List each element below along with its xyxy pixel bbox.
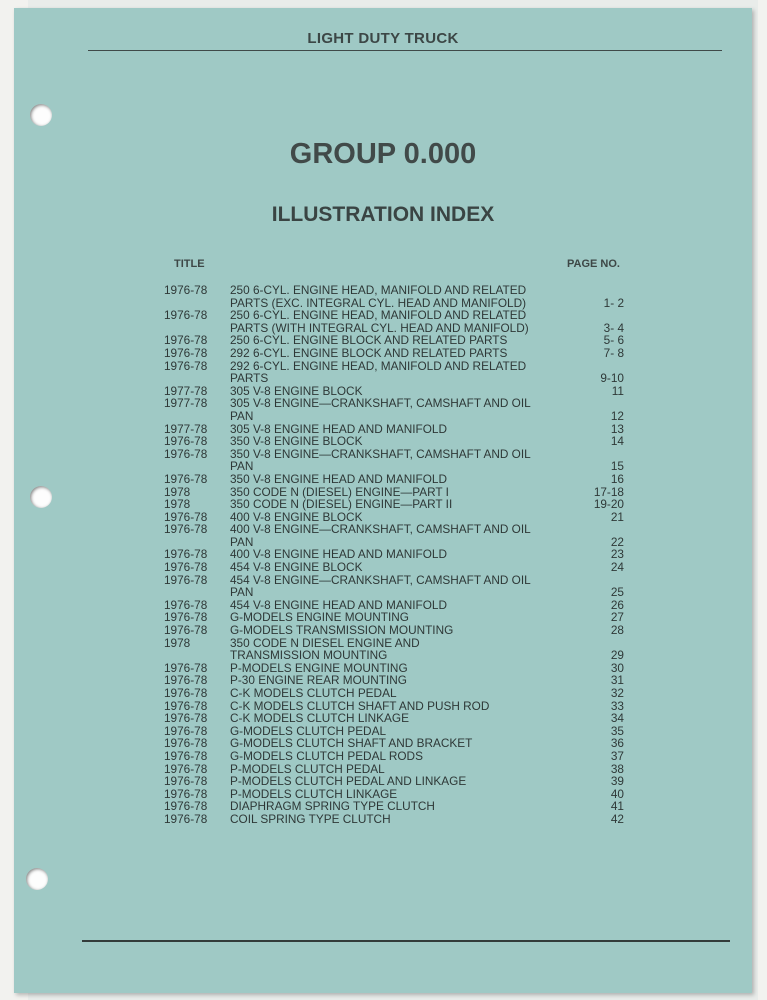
entry-title-line: P-MODELS ENGINE MOUNTING: [230, 660, 408, 675]
index-heading: ILLUSTRATION INDEX: [271, 203, 495, 226]
entry-page-number: 21: [610, 509, 624, 524]
entry-title-line: PAN: [230, 585, 254, 600]
index-entry: [164, 624, 624, 637]
footer-rule: [82, 940, 730, 942]
entry-title: [230, 687, 578, 700]
index-entry: [164, 473, 624, 486]
entry-title-line: 250 6-CYL. ENGINE BLOCK AND RELATED PARTS: [230, 333, 508, 348]
entry-title: [230, 637, 578, 662]
entry-title-line: PAN: [230, 459, 254, 474]
entry-page-number: 41: [610, 799, 624, 814]
entry-title: [230, 561, 578, 574]
entry-year: 1976-78: [164, 686, 208, 700]
entry-title-line: G-MODELS TRANSMISSION MOUNTING: [230, 623, 454, 638]
entry-title-line: DIAPHRAGM SPRING TYPE CLUTCH: [230, 799, 435, 814]
entry-title-line: C-K MODELS CLUTCH SHAFT AND PUSH ROD: [230, 698, 490, 713]
entry-page-number: 11: [611, 383, 624, 398]
entry-year: 1977-78: [164, 421, 208, 436]
entry-year: 1976-78: [164, 597, 208, 612]
entry-year: 1977-78: [164, 396, 208, 411]
entry-page-number: 19-20: [593, 497, 624, 512]
entry-title: [230, 750, 578, 763]
entry-year: 1976-78: [164, 283, 208, 297]
entry-page-number: 24: [610, 560, 624, 575]
entry-title: [230, 309, 578, 334]
entry-title: [230, 435, 578, 448]
entry-title-line: PARTS: [230, 371, 269, 386]
entry-title: [230, 574, 578, 599]
entry-title: [230, 712, 578, 725]
entry-year: 1976-78: [164, 358, 208, 373]
entry-page-number: 5- 6: [603, 333, 624, 348]
entry-title: [230, 397, 578, 422]
index-entry: [164, 775, 624, 788]
entry-page-number: 32: [610, 686, 624, 700]
entry-page-number: 1- 2: [603, 295, 624, 310]
entry-title-line: 292 6-CYL. ENGINE HEAD, MANIFOLD AND RELATED: [230, 358, 527, 373]
entry-year: 1978: [164, 484, 191, 499]
entry-page-number: 38: [610, 761, 624, 776]
entry-title-line: TRANSMISSION MOUNTING: [230, 648, 388, 663]
entry-year: 1978: [164, 635, 191, 650]
header-rule: [88, 50, 722, 51]
index-entry: [164, 637, 624, 662]
entry-title-line: P-30 ENGINE REAR MOUNTING: [230, 673, 407, 688]
entry-page-number: 27: [610, 610, 624, 625]
column-header-title: TITLE: [174, 258, 205, 270]
column-header-page: PAGE NO.: [567, 258, 620, 270]
entry-year: 1976-78: [164, 736, 208, 751]
entry-page-number: 12: [610, 408, 624, 423]
entry-title-line: G-MODELS ENGINE MOUNTING: [230, 610, 409, 625]
entry-title: [230, 284, 578, 309]
entry-year: 1976-78: [164, 623, 208, 638]
entry-year: 1976-78: [164, 761, 208, 776]
entry-page-number: 15: [610, 459, 624, 474]
index-entry: [164, 498, 624, 511]
entry-page-number: 9-10: [600, 371, 624, 386]
header-title: LIGHT DUTY TRUCK: [307, 30, 459, 47]
entry-year: 1976-78: [164, 786, 208, 801]
entry-year: 1976-78: [164, 673, 208, 688]
entry-title-line: P-MODELS CLUTCH PEDAL: [230, 761, 385, 776]
entry-title-line: 400 V-8 ENGINE BLOCK: [230, 509, 363, 524]
entry-year: 1976-78: [164, 434, 208, 449]
entry-year: 1976-78: [164, 509, 208, 524]
entry-page-number: 13: [610, 421, 624, 436]
entry-year: 1976-78: [164, 308, 208, 323]
entry-title-line: G-MODELS CLUTCH PEDAL: [230, 723, 387, 738]
entry-title: [230, 473, 578, 486]
entry-year: 1976-78: [164, 748, 208, 763]
entry-year: 1976-78: [164, 811, 208, 826]
entry-title-line: 305 V-8 ENGINE BLOCK: [230, 383, 363, 398]
index-entry: [164, 448, 624, 473]
entry-title-line: 400 V-8 ENGINE—CRANKSHAFT, CAMSHAFT AND OIL: [230, 522, 531, 537]
index-entry: [164, 523, 624, 548]
entry-title-line: G-MODELS CLUTCH PEDAL RODS: [230, 748, 423, 763]
entry-page-number: 34: [610, 711, 624, 726]
entry-year: 1976-78: [164, 660, 208, 675]
entry-title: [230, 360, 578, 385]
entry-page-number: 3- 4: [603, 320, 624, 335]
index-entry: [164, 397, 624, 422]
index-entry: [164, 561, 624, 574]
entry-page-number: 25: [610, 585, 624, 600]
entry-year: 1976-78: [164, 345, 208, 360]
entry-title-line: 305 V-8 ENGINE HEAD AND MANIFOLD: [230, 421, 447, 436]
entry-title-line: 292 6-CYL. ENGINE BLOCK AND RELATED PARTS: [230, 345, 508, 360]
entry-title-line: 350 V-8 ENGINE HEAD AND MANIFOLD: [230, 471, 447, 486]
entry-page-number: 39: [610, 774, 624, 789]
entry-year: 1976-78: [164, 610, 208, 625]
index-entry: [164, 347, 624, 360]
binder-hole-bottom: [26, 868, 48, 890]
entry-year: 1976-78: [164, 799, 208, 814]
entry-title-line: PAN: [230, 534, 254, 549]
entry-year: 1976-78: [164, 711, 208, 726]
entry-title-line: 350 V-8 ENGINE BLOCK: [230, 434, 363, 449]
entry-title-line: PARTS (EXC. INTEGRAL CYL. HEAD AND MANIFOLD): [230, 295, 527, 310]
entry-year: 1977-78: [164, 383, 208, 398]
entry-page-number: 16: [610, 471, 624, 486]
entry-page-number: 14: [610, 434, 624, 449]
entry-year: 1978: [164, 497, 191, 512]
entry-page-number: 36: [610, 736, 624, 751]
entry-page-number: 37: [610, 748, 624, 763]
entry-year: 1976-78: [164, 774, 208, 789]
entry-page-number: 22: [610, 534, 624, 549]
entry-title-line: 305 V-8 ENGINE—CRANKSHAFT, CAMSHAFT AND OIL: [230, 396, 531, 411]
index-entry: [164, 309, 624, 334]
binder-hole-top: [30, 104, 52, 126]
entry-page-number: 7- 8: [603, 345, 624, 360]
index-entry: [164, 687, 624, 700]
entry-year: 1976-78: [164, 333, 208, 348]
entry-page-number: 30: [610, 660, 624, 675]
entry-year: 1976-78: [164, 522, 208, 537]
entry-page-number: 40: [610, 786, 624, 801]
entry-title-line: 250 6-CYL. ENGINE HEAD, MANIFOLD AND RELATED: [230, 283, 527, 297]
index-entry: [164, 435, 624, 448]
entry-title-line: 350 CODE N (DIESEL) ENGINE—PART I: [230, 484, 449, 499]
entry-page-number: 35: [610, 723, 624, 738]
entry-title: [230, 775, 578, 788]
entry-title-line: PARTS (WITH INTEGRAL CYL. HEAD AND MANIFOLD): [230, 320, 529, 335]
entry-title-line: C-K MODELS CLUTCH LINKAGE: [230, 711, 409, 726]
entry-page-number: 28: [610, 623, 624, 638]
index-entry: [164, 284, 624, 309]
entry-title: [230, 813, 578, 826]
entry-title-line: G-MODELS CLUTCH SHAFT AND BRACKET: [230, 736, 473, 751]
index-entry: [164, 750, 624, 763]
entry-page-number: 33: [610, 698, 624, 713]
entry-title-line: 350 CODE N DIESEL ENGINE AND: [230, 635, 420, 650]
entry-title-line: 400 V-8 ENGINE HEAD AND MANIFOLD: [230, 547, 447, 562]
index-entry: [164, 712, 624, 725]
entry-year: 1976-78: [164, 572, 208, 587]
entry-title: [230, 523, 578, 548]
entry-title: [230, 498, 578, 511]
entry-title-line: P-MODELS CLUTCH LINKAGE: [230, 786, 398, 801]
entry-title-line: P-MODELS CLUTCH PEDAL AND LINKAGE: [230, 774, 467, 789]
entry-title-line: PAN: [230, 408, 254, 423]
binder-hole-middle: [30, 486, 52, 508]
entry-page-number: 29: [610, 648, 624, 663]
entry-title-line: 350 CODE N (DIESEL) ENGINE—PART II: [230, 497, 453, 512]
entry-title-line: C-K MODELS CLUTCH PEDAL: [230, 686, 397, 700]
entry-year: 1976-78: [164, 723, 208, 738]
entry-page-number: 31: [610, 673, 624, 688]
entry-title-line: 454 V-8 ENGINE BLOCK: [230, 560, 363, 575]
entry-year: 1976-78: [164, 446, 208, 461]
entry-page-number: 17-18: [593, 484, 624, 499]
index-entry: [164, 360, 624, 385]
group-heading: GROUP 0.000: [289, 138, 477, 170]
index-entry: [164, 574, 624, 599]
entry-title: [230, 624, 578, 637]
index-entries-list: [164, 284, 624, 826]
entry-title-line: 454 V-8 ENGINE—CRANKSHAFT, CAMSHAFT AND OIL: [230, 572, 531, 587]
entry-title: [230, 347, 578, 360]
entry-title-line: 250 6-CYL. ENGINE HEAD, MANIFOLD AND RELATED: [230, 308, 527, 323]
entry-year: 1976-78: [164, 547, 208, 562]
entry-year: 1976-78: [164, 471, 208, 486]
entry-title-line: COIL SPRING TYPE CLUTCH: [230, 811, 391, 826]
entry-title: [230, 448, 578, 473]
entry-page-number: 42: [610, 811, 624, 826]
entry-year: 1976-78: [164, 560, 208, 575]
document-sheet: [14, 8, 752, 993]
entry-page-number: 26: [610, 597, 624, 612]
entry-title-line: 350 V-8 ENGINE—CRANKSHAFT, CAMSHAFT AND OIL: [230, 446, 531, 461]
index-entry: [164, 813, 624, 826]
entry-page-number: 23: [610, 547, 624, 562]
entry-title-line: 454 V-8 ENGINE HEAD AND MANIFOLD: [230, 597, 447, 612]
entry-year: 1976-78: [164, 698, 208, 713]
